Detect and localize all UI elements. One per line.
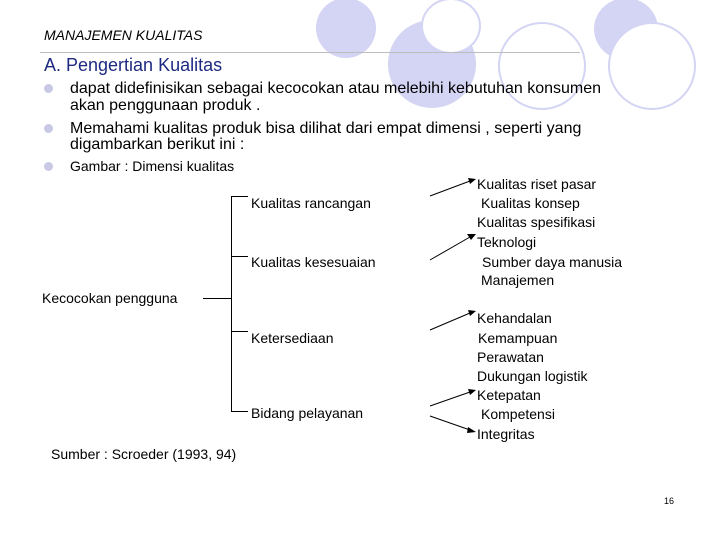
bullet-2-line1: Memahami kualitas produk bisa dilihat dari empat dimensi , seperti yang <box>70 120 582 137</box>
bullet-3-text: Gambar : Dimensi kualitas <box>70 158 235 174</box>
dimension-2: Kualitas kesesuaian <box>251 254 376 270</box>
dimension-3: Ketersediaan <box>251 330 334 346</box>
item-bottom-1: Kehandalan <box>477 310 552 326</box>
item-top-3: Kualitas spesifikasi <box>477 214 596 230</box>
bullet-2-line2: digambarkan berikut ini : <box>70 136 245 153</box>
item-top-5: Sumber daya manusia <box>482 254 623 270</box>
slide-title: A. Pengertian Kualitas <box>44 55 223 75</box>
item-top-1: Kualitas riset pasar <box>477 176 597 192</box>
item-bottom-6: Kompetensi <box>481 406 555 422</box>
dimension-1: Kualitas rancangan <box>251 195 371 211</box>
dimension-4: Bidang pelayanan <box>251 405 364 421</box>
item-bottom-2: Kemampuan <box>478 330 558 346</box>
page-number: 16 <box>664 496 675 506</box>
item-bottom-3: Perawatan <box>477 349 544 365</box>
slide-header: MANAJEMEN KUALITAS <box>44 27 203 43</box>
item-top-4: Teknologi <box>477 234 537 250</box>
bullet-1-line1: dapat didefinisikan sebagai kecocokan atau melebihi kebutuhan konsumen <box>70 80 602 97</box>
item-top-6: Manajemen <box>481 272 555 288</box>
item-top-2: Kualitas konsep <box>481 195 580 211</box>
item-bottom-7: Integritas <box>477 426 535 442</box>
source-citation: Sumber : Scroeder (1993, 94) <box>51 446 237 462</box>
item-bottom-4: Dukungan logistik <box>477 368 588 384</box>
bullet-1-line2: akan penggunaan produk . <box>70 97 261 114</box>
root-node: Kecocokan pengguna <box>42 290 178 306</box>
item-bottom-5: Ketepatan <box>477 387 541 403</box>
